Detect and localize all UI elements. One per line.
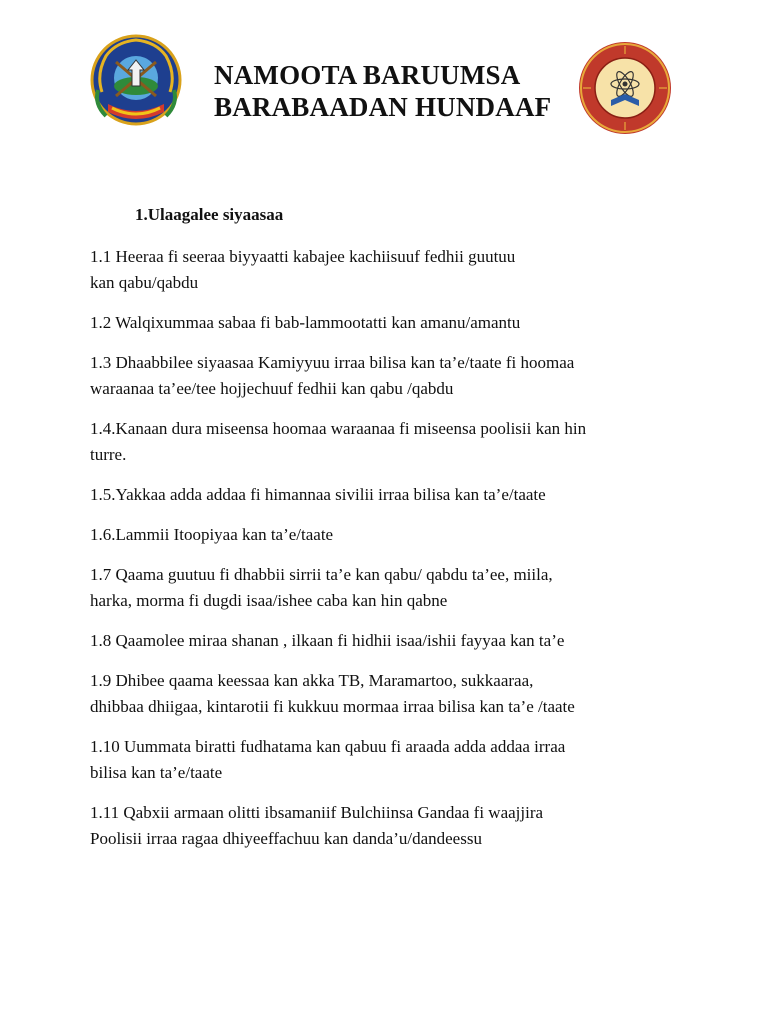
list-item-line: 1.2 Walqixummaa sabaa fi bab-lammootatti kan amanu/amantu xyxy=(90,313,521,332)
list-item-line: dhibbaa dhiigaa, kintarotii fi kukkuu mormaa irraa bilisa kan ta’e /taate xyxy=(90,697,575,716)
list-item-line: 1.6.Lammii Itoopiyaa kan ta’e/taate xyxy=(90,525,334,544)
list-item-line: kan qabu/qabdu xyxy=(90,273,199,292)
list-item-line: bilisa kan ta’e/taate xyxy=(90,763,223,782)
list-item xyxy=(90,562,690,614)
list-item-line: 1.3 Dhaabbilee siyaasaa Kamiyyuu irraa bilisa kan ta’e/taate fi hoomaa xyxy=(90,353,575,372)
title-line-1: NAMOOTA BARUUMSA xyxy=(214,60,521,90)
title-line-2: BARABAADAN HUNDAAF xyxy=(214,92,552,122)
list-item xyxy=(90,482,690,508)
list-item-line: waraanaa ta’ee/tee hojjechuuf fedhii kan qabu /qabdu xyxy=(90,379,454,398)
list-item xyxy=(90,522,690,548)
university-seal-icon xyxy=(577,40,673,136)
list-item-line: 1.4.Kanaan dura miseensa hoomaa waraanaa fi miseensa poolisii kan hin xyxy=(90,419,587,438)
document-title xyxy=(214,59,551,123)
list-item xyxy=(90,734,690,786)
police-emblem-logo xyxy=(88,34,184,126)
list-item-line: 1.1 Heeraa fi seeraa biyyaatti kabajee kachiisuuf fedhii guutuu xyxy=(90,247,516,266)
list-item xyxy=(90,416,690,468)
list-item-line: 1.9 Dhibee qaama keessaa kan akka TB, Maramartoo, sukkaaraa, xyxy=(90,671,534,690)
police-emblem-icon xyxy=(88,34,184,126)
section-heading: 1.Ulaagalee siyaasaa xyxy=(135,205,284,224)
university-seal-logo xyxy=(577,40,673,136)
list-item xyxy=(90,668,690,720)
list-item-line: 1.7 Qaama guutuu fi dhabbii sirrii ta’e kan qabu/ qabdu ta’ee, miila, xyxy=(90,565,553,584)
list-item xyxy=(90,628,690,654)
list-item-line: 1.5.Yakkaa adda addaa fi himannaa sivilii irraa bilisa kan ta’e/taate xyxy=(90,485,546,504)
list-item xyxy=(90,800,690,852)
list-item xyxy=(90,310,690,336)
list-item-line: 1.11 Qabxii armaan olitti ibsamaniif Bulchiinsa Gandaa fi waajjira xyxy=(90,803,544,822)
list-item-line: 1.10 Uummata biratti fudhatama kan qabuu fi araada adda addaa irraa xyxy=(90,737,566,756)
list-item-line: harka, morma fi dugdi isaa/ishee caba kan hin qabne xyxy=(90,591,448,610)
list-item-line: 1.8 Qaamolee miraa shanan , ilkaan fi hidhii isaa/ishii fayyaa kan ta’e xyxy=(90,631,565,650)
list-item-line: turre. xyxy=(90,445,127,464)
list-item xyxy=(90,350,690,402)
list-item xyxy=(90,244,690,296)
requirements-list xyxy=(90,244,690,866)
list-item-line: Poolisii irraa ragaa dhiyeeffachuu kan danda’u/dandeessu xyxy=(90,829,482,848)
